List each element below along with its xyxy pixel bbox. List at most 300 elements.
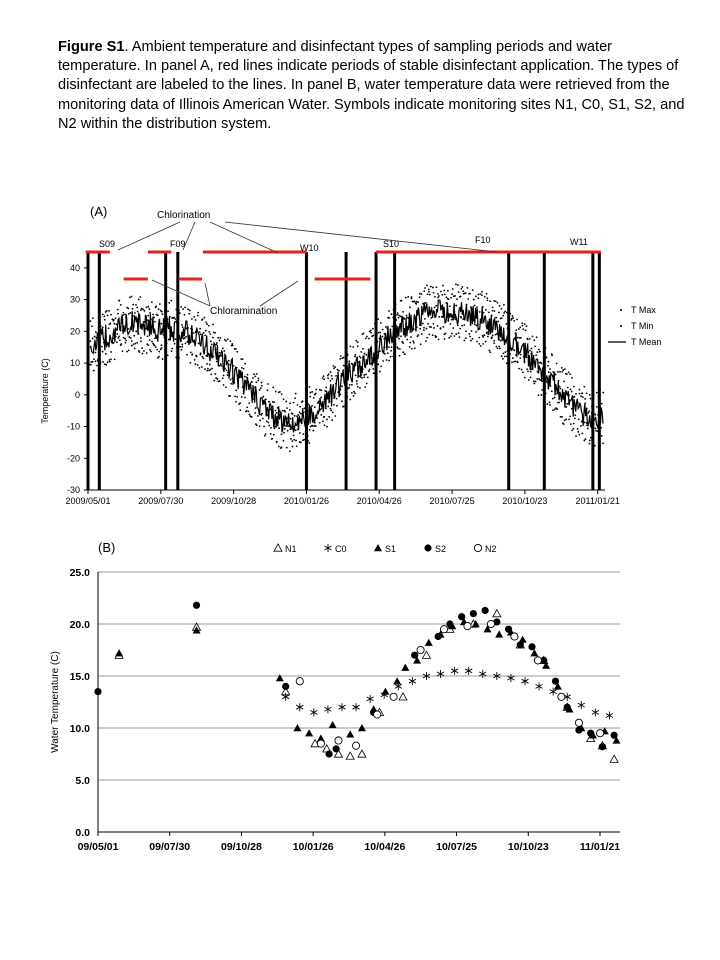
tmin-point	[357, 386, 359, 388]
tmin-point	[390, 350, 392, 352]
tmin-point	[491, 336, 493, 338]
tmin-point	[179, 346, 181, 348]
tmin-point	[266, 420, 268, 422]
tmin-point	[402, 351, 404, 353]
tmin-point	[222, 377, 224, 379]
tmin-point	[207, 368, 209, 370]
tmin-point	[474, 323, 476, 325]
data-point-s1	[305, 729, 313, 736]
tmin-point	[404, 353, 406, 355]
tmax-point	[497, 302, 499, 304]
tmin-point	[570, 423, 572, 425]
tmin-point	[105, 364, 107, 366]
tmax-point	[447, 290, 449, 292]
tmin-point	[191, 353, 193, 355]
tmax-point	[261, 382, 263, 384]
data-point-c0	[409, 677, 416, 685]
tmin-point	[498, 346, 500, 348]
tmax-point	[398, 317, 400, 319]
tmax-point	[162, 313, 164, 315]
panel-a-x-tick-label: 2009/07/30	[138, 496, 184, 506]
tmin-point	[465, 330, 467, 332]
tmax-point	[241, 367, 243, 369]
tmax-point	[314, 406, 316, 408]
tmax-point	[200, 333, 202, 335]
tmin-point	[217, 378, 219, 380]
tmax-point	[563, 380, 565, 382]
tmin-point	[206, 363, 208, 365]
tmin-point	[230, 379, 232, 381]
tmax-point	[129, 296, 131, 298]
tmin-point	[268, 425, 270, 427]
tmin-point	[278, 427, 280, 429]
tmax-point	[330, 380, 332, 382]
tmax-point	[518, 328, 520, 330]
tmax-point	[251, 381, 253, 383]
data-point-s2	[325, 750, 332, 757]
tmin-point	[131, 345, 133, 347]
tmin-point	[251, 416, 253, 418]
data-point-n2	[511, 633, 518, 640]
tmin-point	[351, 392, 353, 394]
tmin-point	[601, 435, 603, 437]
tmin-point	[119, 340, 121, 342]
data-point-s2	[282, 683, 289, 690]
tmax-point	[147, 315, 149, 317]
tmax-point	[524, 323, 526, 325]
tmax-point	[132, 308, 134, 310]
tmax-point	[134, 312, 136, 314]
tmin-point	[309, 429, 311, 431]
panel-a-y-axis-label: Temperature (C)	[40, 358, 50, 424]
tmin-point	[430, 326, 432, 328]
tmax-point	[110, 314, 112, 316]
tmax-point	[136, 307, 138, 309]
tmin-point	[270, 433, 272, 435]
legend-label-s1: S1	[385, 544, 397, 554]
tmin-point	[379, 371, 381, 373]
tmax-point	[513, 320, 515, 322]
tmin-point	[330, 410, 332, 412]
tmax-point	[449, 305, 451, 307]
tmin-point	[577, 428, 579, 430]
tmax-point	[391, 326, 393, 328]
tmax-point	[416, 301, 418, 303]
tmin-point	[565, 418, 567, 420]
tmax-point	[492, 310, 494, 312]
data-point-s2	[564, 704, 571, 711]
tmax-point	[362, 348, 364, 350]
tmin-point	[398, 338, 400, 340]
tmax-point	[159, 303, 161, 305]
tmax-point	[275, 391, 277, 393]
data-point-c0	[367, 695, 374, 703]
data-point-n2	[534, 657, 541, 664]
panel-b-x-tick-label: 10/01/26	[292, 841, 334, 853]
tmin-point	[161, 347, 163, 349]
tmax-point	[428, 288, 430, 290]
tmin-point	[256, 424, 258, 426]
tmax-point	[323, 375, 325, 377]
tmax-point	[588, 410, 590, 412]
legend-tmax-label: T Max	[631, 305, 656, 315]
tmax-point	[446, 296, 448, 298]
tmin-point	[124, 338, 126, 340]
tmin-point	[452, 327, 454, 329]
legend-tmin-label: T Min	[631, 321, 654, 331]
tmax-point	[535, 354, 537, 356]
legend-marker-c0	[325, 544, 332, 552]
tmax-point	[108, 310, 110, 312]
tmax-point	[407, 296, 409, 298]
tmax-point	[181, 324, 183, 326]
tmax-point	[219, 352, 221, 354]
tmax-point	[106, 310, 108, 312]
tmax-point	[315, 393, 317, 395]
tmax-point	[479, 311, 481, 313]
tmax-point	[338, 370, 340, 372]
tmax-point	[539, 351, 541, 353]
tmin-point	[485, 341, 487, 343]
panel-a-x-tick-label: 2010/04/26	[356, 496, 402, 506]
tmax-point	[526, 325, 528, 327]
tmin-point	[330, 408, 332, 410]
tmax-point	[434, 307, 436, 309]
tmin-point	[495, 346, 497, 348]
tmax-point	[419, 296, 421, 298]
tmax-point	[140, 309, 142, 311]
tmin-point	[450, 335, 452, 337]
tmax-point	[357, 341, 359, 343]
tmax-point	[455, 305, 457, 307]
tmin-point	[246, 410, 248, 412]
tmax-point	[206, 323, 208, 325]
tmin-point	[299, 432, 301, 434]
tmin-point	[262, 418, 264, 420]
tmin-point	[476, 341, 478, 343]
data-point-s2	[482, 607, 489, 614]
tmax-point	[561, 371, 563, 373]
tmax-point	[255, 381, 257, 383]
tmax-point	[286, 407, 288, 409]
tmin-point	[472, 338, 474, 340]
tmax-point	[533, 339, 535, 341]
legend-label-n1: N1	[285, 544, 297, 554]
tmin-point	[308, 442, 310, 444]
tmax-point	[204, 317, 206, 319]
tmin-point	[203, 357, 205, 359]
data-point-c0	[479, 670, 486, 678]
tmax-point	[339, 358, 341, 360]
tmin-point	[517, 361, 519, 363]
tmin-point	[126, 351, 128, 353]
tmax-point	[259, 389, 261, 391]
tmax-point	[529, 338, 531, 340]
tmin-point	[386, 359, 388, 361]
tmax-point	[411, 297, 413, 299]
tmax-point	[189, 310, 191, 312]
tmax-point	[247, 374, 249, 376]
tmax-point	[135, 304, 137, 306]
tmin-point	[585, 438, 587, 440]
tmax-point	[484, 296, 486, 298]
tmax-point	[558, 380, 560, 382]
tmax-point	[94, 336, 96, 338]
tmax-point	[566, 373, 568, 375]
tmax-point	[152, 313, 154, 315]
tmin-point	[579, 434, 581, 436]
tmax-point	[360, 351, 362, 353]
chloramination-annotation: Chloramination	[210, 306, 278, 317]
data-point-s2	[517, 641, 524, 648]
tmax-point	[354, 354, 356, 356]
data-point-s2	[446, 620, 453, 627]
tmax-point	[332, 365, 334, 367]
tmin-point	[134, 348, 136, 350]
tmin-point	[96, 365, 98, 367]
tmin-point	[146, 352, 148, 354]
panel-b-x-tick-label: 10/07/25	[436, 841, 478, 853]
tmin-point	[138, 351, 140, 353]
data-point-n1	[493, 610, 501, 617]
tmin-point	[93, 370, 95, 372]
tmax-point	[256, 373, 258, 375]
tmin-point	[210, 369, 212, 371]
tmin-point	[186, 354, 188, 356]
tmin-point	[122, 350, 124, 352]
tmin-point	[453, 335, 455, 337]
tmax-point	[586, 392, 588, 394]
tmax-point	[205, 330, 207, 332]
tmax-point	[252, 377, 254, 379]
tmin-point	[216, 361, 218, 363]
tmin-point	[359, 387, 361, 389]
tmin-point	[448, 337, 450, 339]
tmax-point	[268, 401, 270, 403]
tmax-point	[397, 312, 399, 314]
tmin-point	[331, 419, 333, 421]
tmax-point	[450, 297, 452, 299]
chloramination-arrow	[205, 283, 210, 306]
tmax-point	[290, 418, 292, 420]
tmin-point	[284, 428, 286, 430]
tmax-point	[536, 351, 538, 353]
chloramination-arrow	[152, 280, 210, 306]
tmax-point	[328, 373, 330, 375]
tmin-point	[514, 361, 516, 363]
tmin-point	[487, 336, 489, 338]
tmin-point	[512, 357, 514, 359]
tmin-point	[574, 417, 576, 419]
tmin-point	[257, 415, 259, 417]
tmax-point	[589, 394, 591, 396]
panel-a-x-tick-label: 2009/05/01	[65, 496, 111, 506]
tmax-point	[168, 302, 170, 304]
tmax-point	[349, 346, 351, 348]
sampling-period-label: F10	[475, 235, 491, 245]
tmin-point	[283, 432, 285, 434]
data-point-s2	[94, 688, 101, 695]
tmax-point	[273, 401, 275, 403]
tmin-point	[147, 335, 149, 337]
tmin-point	[475, 325, 477, 327]
tmax-point	[120, 304, 122, 306]
tmin-point	[554, 397, 556, 399]
tmin-point	[155, 346, 157, 348]
tmin-point	[195, 363, 197, 365]
tmin-point	[520, 354, 522, 356]
tmin-point	[271, 438, 273, 440]
tmax-point	[458, 291, 460, 293]
tmax-point	[442, 285, 444, 287]
tmax-point	[146, 306, 148, 308]
tmin-point	[116, 333, 118, 335]
tmax-point	[212, 337, 214, 339]
tmax-point	[530, 348, 532, 350]
data-point-s1	[495, 630, 503, 637]
panel-a-y-tick-label: 0	[74, 389, 80, 400]
tmax-point	[285, 401, 287, 403]
tmax-point	[297, 404, 299, 406]
tmax-point	[529, 350, 531, 352]
tmin-point	[181, 346, 183, 348]
tmin-point	[428, 334, 430, 336]
legend-label-n2: N2	[485, 544, 497, 554]
tmax-point	[404, 318, 406, 320]
tmax-point	[437, 293, 439, 295]
tmin-point	[361, 377, 363, 379]
tmin-point	[459, 336, 461, 338]
tmin-point	[230, 383, 232, 385]
tmax-point	[502, 315, 504, 317]
tmin-point	[459, 328, 461, 330]
tmax-point	[402, 311, 404, 313]
tmax-point	[573, 386, 575, 388]
tmin-point	[265, 433, 267, 435]
tmin-point	[569, 415, 571, 417]
tmin-point	[445, 333, 447, 335]
tmin-point	[154, 345, 156, 347]
legend-label-s2: S2	[435, 544, 447, 554]
tmin-point	[410, 336, 412, 338]
tmin-point	[149, 349, 151, 351]
tmin-point	[602, 442, 604, 444]
tmax-point	[409, 306, 411, 308]
tmin-point	[356, 380, 358, 382]
tmin-point	[500, 340, 502, 342]
tmax-point	[433, 292, 435, 294]
legend-tmax-marker	[620, 309, 622, 311]
data-point-s1	[401, 664, 409, 671]
tmax-point	[525, 329, 527, 331]
data-point-n2	[417, 646, 424, 653]
tmin-point	[293, 435, 295, 437]
tmax-point	[191, 318, 193, 320]
tmax-point	[92, 338, 94, 340]
tmin-point	[254, 412, 256, 414]
tmin-point	[518, 368, 520, 370]
tmax-point	[438, 295, 440, 297]
tmax-point	[91, 325, 93, 327]
tmax-point	[520, 337, 522, 339]
tmin-point	[533, 383, 535, 385]
panel-a-y-tick-label: -10	[66, 421, 80, 432]
tmax-point	[372, 328, 374, 330]
tmin-point	[229, 395, 231, 397]
tmin-point	[577, 431, 579, 433]
tmax-point	[570, 388, 572, 390]
data-point-s1	[346, 730, 354, 737]
tmin-point	[315, 425, 317, 427]
tmax-point	[489, 300, 491, 302]
tmax-point	[294, 415, 296, 417]
data-point-c0	[338, 703, 345, 711]
tmax-point	[131, 296, 133, 298]
tmin-point	[470, 340, 472, 342]
tmin-point	[158, 356, 160, 358]
data-point-n2	[487, 620, 494, 627]
tmin-point	[414, 347, 416, 349]
tmax-point	[331, 375, 333, 377]
tmin-point	[211, 368, 213, 370]
data-point-s2	[587, 730, 594, 737]
tmin-point	[400, 335, 402, 337]
tmax-point	[415, 303, 417, 305]
tmax-point	[448, 298, 450, 300]
tmin-point	[465, 337, 467, 339]
tmax-point	[417, 301, 419, 303]
tmin-point	[561, 416, 563, 418]
tmin-point	[213, 380, 215, 382]
tmax-point	[242, 358, 244, 360]
chlorination-arrow	[183, 222, 195, 250]
data-point-n2	[352, 742, 359, 749]
tmin-point	[175, 338, 177, 340]
tmin-point	[463, 324, 465, 326]
tmin-point	[497, 347, 499, 349]
tmin-point	[478, 337, 480, 339]
tmax-point	[382, 336, 384, 338]
tmin-point	[556, 408, 558, 410]
tmax-point	[494, 310, 496, 312]
tmin-point	[432, 334, 434, 336]
tmax-point	[352, 346, 354, 348]
tmin-point	[259, 419, 261, 421]
tmin-point	[289, 450, 291, 452]
tmin-point	[551, 390, 553, 392]
tmax-point	[142, 308, 144, 310]
tmax-point	[197, 312, 199, 314]
tmax-point	[173, 317, 175, 319]
tmin-point	[514, 349, 516, 351]
tmax-point	[421, 293, 423, 295]
tmin-point	[424, 318, 426, 320]
tmax-point	[551, 354, 553, 356]
tmin-point	[128, 336, 130, 338]
tmax-point	[596, 392, 598, 394]
tmin-point	[283, 440, 285, 442]
tmax-point	[428, 291, 430, 293]
tmax-point	[400, 315, 402, 317]
tmax-point	[229, 340, 231, 342]
tmax-point	[257, 380, 259, 382]
tmax-point	[579, 389, 581, 391]
tmax-point	[309, 396, 311, 398]
data-point-n2	[374, 711, 381, 718]
tmin-point	[188, 343, 190, 345]
tmax-point	[594, 413, 596, 415]
tmax-point	[469, 293, 471, 295]
